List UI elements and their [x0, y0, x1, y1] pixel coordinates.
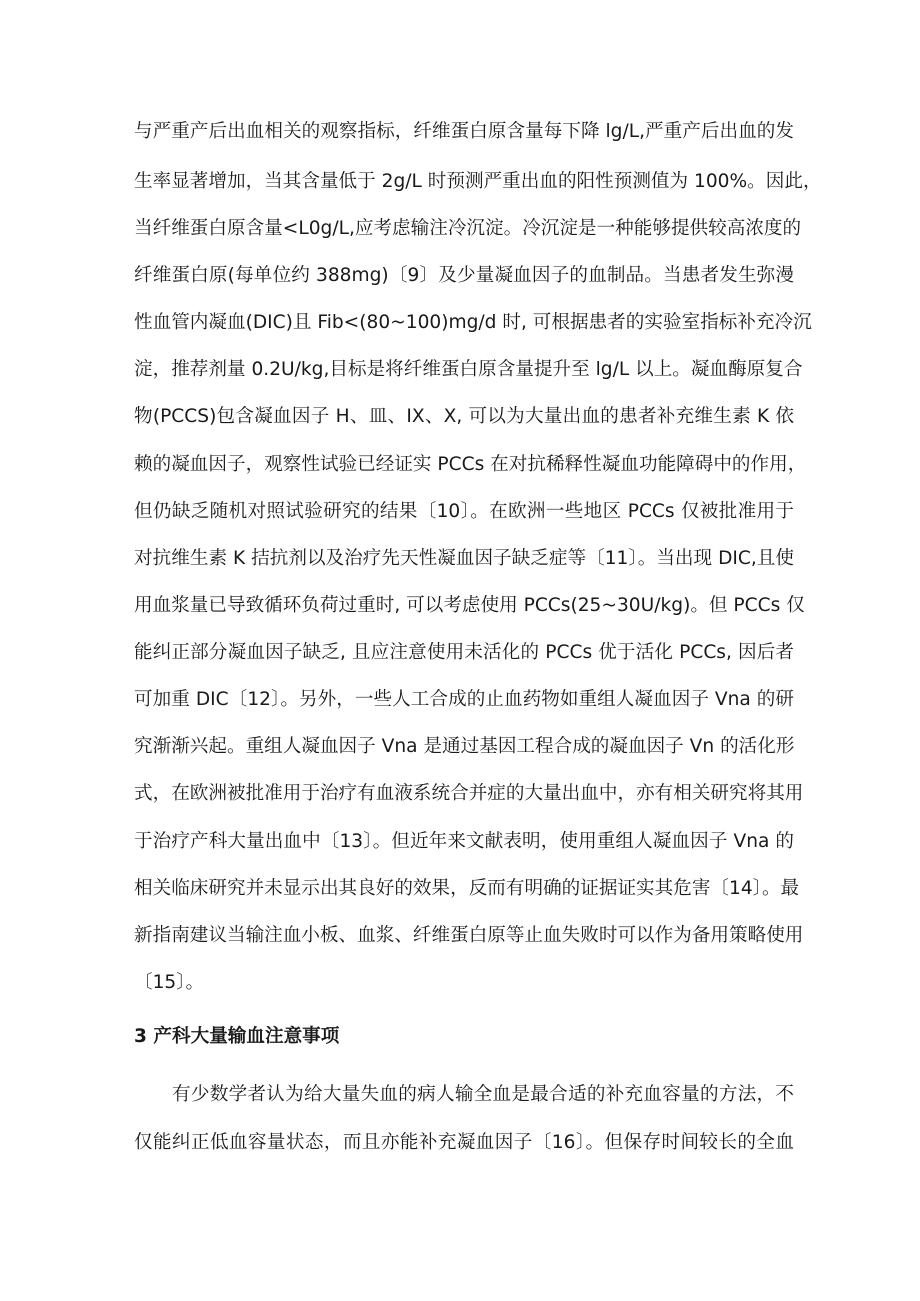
text-line: 物(PCCS)包含凝血因子 H、皿、IX、X, 可以为大量出血的患者补充维生素 K 依 — [134, 406, 794, 427]
paragraph-line: 有少数学者认为给大量失血的病人输全血是最合适的补充血容量的方法，不 — [172, 1084, 794, 1105]
text-line: 生率显著增加，当其含量低于 2g∕L 时预测严重出血的阳性预测值为 100%。因此， — [134, 171, 822, 192]
paragraph-line: 仅能纠正低血容量状态，而且亦能补充凝血因子〔16〕。但保存时间较长的全血 — [134, 1132, 794, 1153]
text-line: 式，在欧洲被批准用于治疗有血液系统合并症的大量出血中，亦有相关研究将其用 — [134, 783, 804, 804]
text-line: 对抗维生素 K 拮抗剂以及治疗先天性凝血因子缺乏症等〔11〕。当出现 DIC,且使 — [134, 548, 794, 569]
text-line: 性血管内凝血(DIC)且 Fib<(80~100)mg/d 时, 可根据患者的实验室指标补充冷沉 — [134, 312, 812, 333]
text-line: 能纠正部分凝血因子缺乏, 且应注意使用未活化的 PCCs 优于活化 PCCs, 因后者 — [134, 642, 794, 663]
text-line: 究渐渐兴起。重组人凝血因子 Vna 是通过基因工程合成的凝血因子 Vn 的活化形 — [134, 736, 795, 757]
text-line: 但仍缺乏随机对照试验研究的结果〔10〕。在欧洲一些地区 PCCs 仅被批准用于 — [134, 501, 794, 522]
text-line: 赖的凝血因子，观察性试验已经证实 PCCs 在对抗稀释性凝血功能障碍中的作用， — [134, 454, 807, 475]
text-line: 新指南建议当输注血小板、血浆、纤维蛋白原等止血失败时可以作为备用策略使用 — [134, 925, 804, 946]
text-line: 当纤维蛋白原含量<L0g∕L,应考虑输注冷沉淀。冷沉淀是一种能够提供较高浓度的 — [134, 218, 802, 239]
text-line: 纤维蛋白原(每单位约 388mg)〔9〕及少量凝血因子的血制品。当患者发生弥漫 — [134, 265, 794, 286]
section-heading: 3 产科大量输血注意事项 — [134, 1026, 340, 1047]
text-line: 可加重 DIC〔12〕。另外，一些人工合成的止血药物如重组人凝血因子 Vna 的研 — [134, 689, 794, 710]
text-line: 用血浆量已导致循环负荷过重时, 可以考虑使用 PCCs(25~30U∕kg)。但 PCCs 仅 — [134, 595, 805, 616]
text-line: 相关临床研究并未显示出其良好的效果，反而有明确的证据证实其危害〔14〕。最 — [134, 878, 800, 899]
text-line: 于治疗产科大量出血中〔13〕。但近年来文献表明，使用重组人凝血因子 Vna 的 — [134, 831, 794, 852]
text-line: 淀，推荐剂量 0.2U∕kg,目标是将纤维蛋白原含量提升至 lg/L 以上。凝血酶原复合 — [134, 359, 803, 380]
text-line: 〔15〕。 — [134, 972, 205, 993]
text-line: 与严重产后出血相关的观察指标，纤维蛋白原含量每下降 lg/L,严重产后出血的发 — [134, 121, 794, 142]
